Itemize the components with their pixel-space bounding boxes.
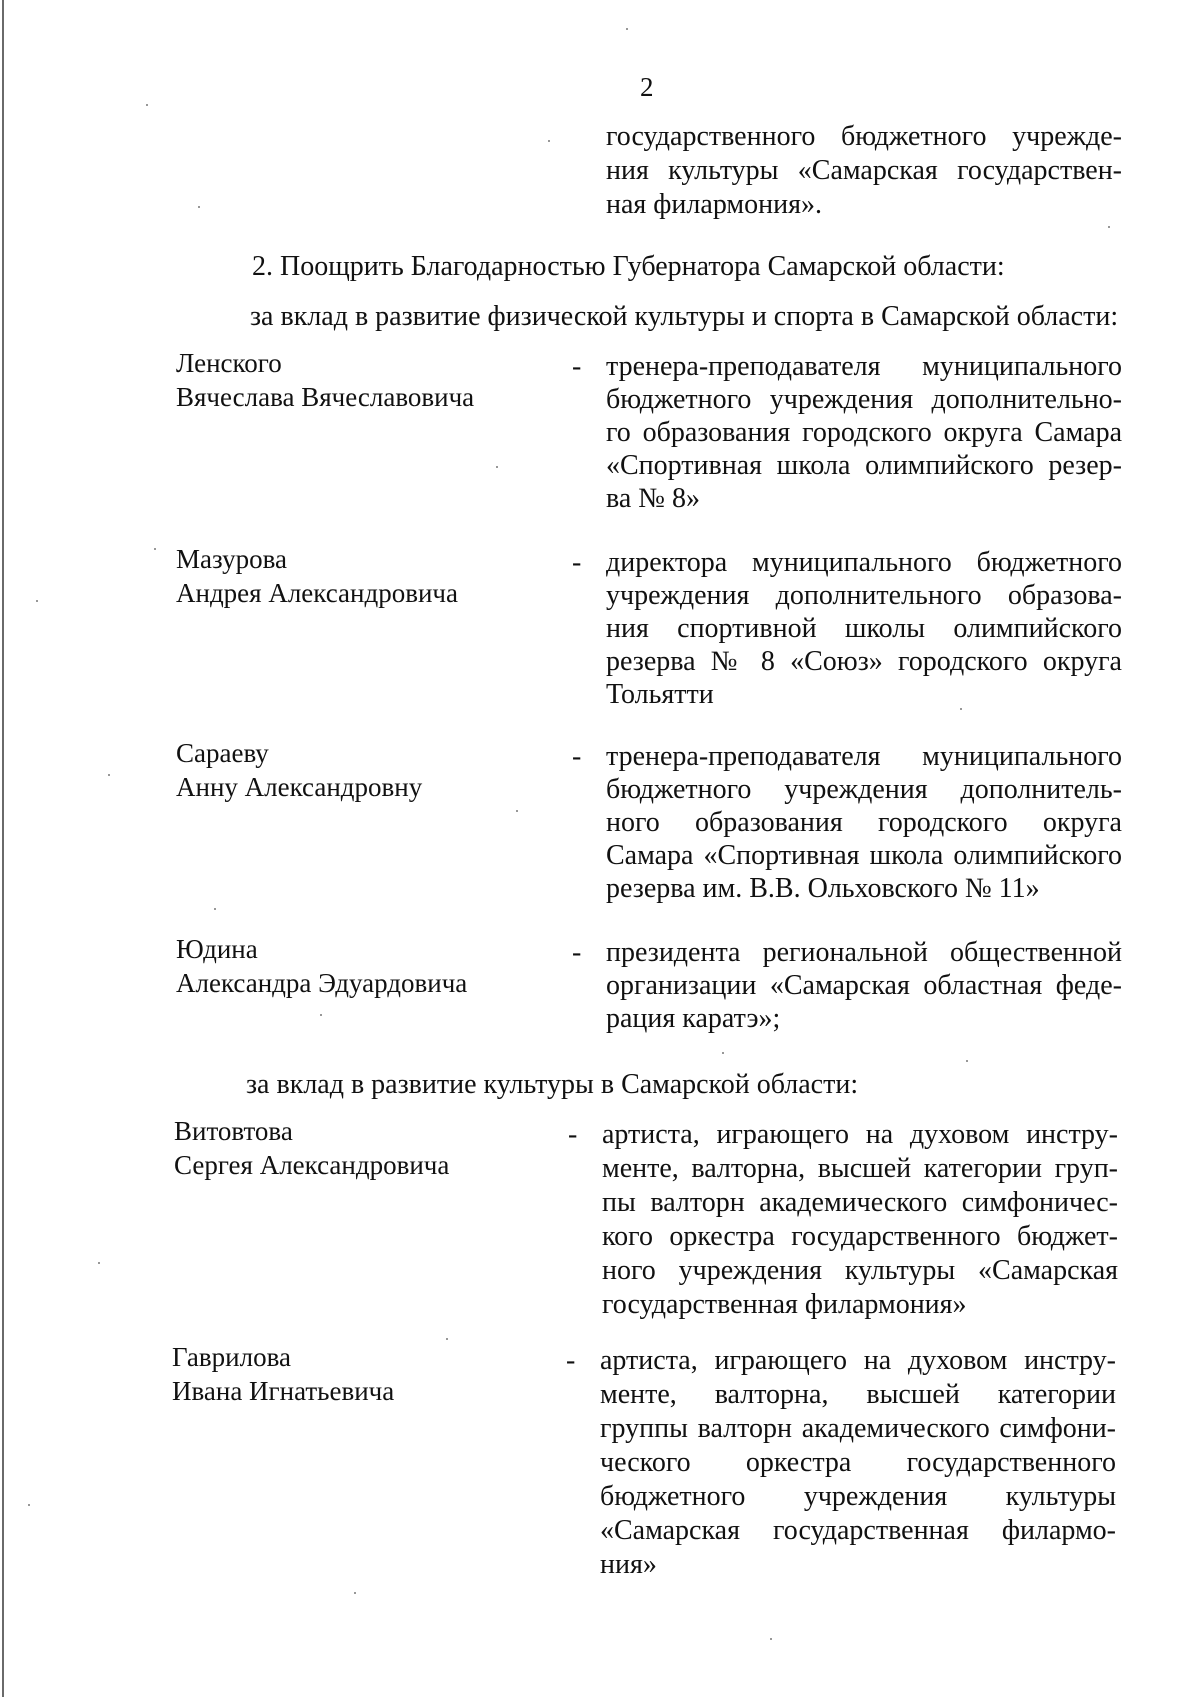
- scan-speck: [154, 548, 156, 550]
- person-given-names: Александра Эдуардовича: [176, 968, 468, 998]
- entry-dash: -: [572, 547, 582, 578]
- person-given-names: Андрея Александровича: [176, 578, 458, 608]
- person-position: тренера-преподавателя муниципального бюджетного учреждения дополнительно-го образования городского округа Самара «Спортивная школа олимпийского резер-ва № 8»: [606, 351, 1122, 514]
- entry-dash: -: [566, 1345, 576, 1376]
- person-surname: Витовтова: [174, 1116, 293, 1146]
- section-heading-culture: за вклад в развитие культуры в Самарской области:: [246, 1069, 859, 1100]
- page-number: 2: [640, 72, 654, 102]
- person-position: директора муниципального бюджетного учреждения дополнительного образова-ния спортивной школы олимпийского резерва № 8 «Союз» городского округа Тольятти: [606, 547, 1122, 710]
- scan-speck: [496, 466, 498, 468]
- person-position: тренера-преподавателя муниципального бюджетного учреждения дополнитель-ного образования городского округа Самара «Спортивная школа олимпийского резерва им. В.В. Ольховского № 11»: [606, 741, 1122, 904]
- person-surname: Сараеву: [176, 738, 269, 768]
- scan-speck: [1108, 226, 1110, 228]
- scan-speck: [548, 140, 550, 142]
- person-surname: Гаврилова: [172, 1342, 291, 1372]
- scan-speck: [36, 600, 38, 602]
- scan-speck: [354, 1592, 356, 1594]
- person-surname: Ленского: [176, 348, 282, 378]
- scan-speck: [214, 908, 216, 910]
- person-given-names: Ивана Игнатьевича: [172, 1376, 395, 1406]
- person-given-names: Сергея Александровича: [174, 1150, 450, 1180]
- person-position: артиста, играющего на духовом инстру-менте, валторна, высшей категории группы валторн академического симфони-ческого оркестра государственного бюджетного учреждения культуры «Самарская государственная филармо-ния»: [600, 1345, 1116, 1580]
- scan-speck: [516, 810, 518, 812]
- scan-speck: [320, 1014, 322, 1016]
- scan-speck: [108, 774, 110, 776]
- person-position: артиста, играющего на духовом инстру-менте, валторна, высшей категории груп-пы валторн академического симфоничес-кого оркестра государственного бюджет-ного учреждения культуры «Самарская государственная филармония»: [602, 1119, 1118, 1320]
- scan-speck: [446, 1338, 448, 1340]
- scan-speck: [770, 1638, 772, 1640]
- scan-speck: [146, 104, 148, 106]
- entry-dash: -: [572, 741, 582, 772]
- person-surname: Мазурова: [176, 544, 287, 574]
- continuation-text: государственного бюджетного учрежде-ния культуры «Самарская государствен-ная филармония».: [606, 121, 1122, 220]
- scan-speck: [722, 1052, 724, 1054]
- person-given-names: Анну Александровну: [176, 772, 423, 802]
- section-heading-sport: за вклад в развитие физической культуры и спорта в Самарской области:: [250, 301, 1119, 332]
- entry-dash: -: [572, 351, 582, 382]
- person-surname: Юдина: [176, 934, 258, 964]
- entry-dash: -: [568, 1119, 578, 1150]
- scan-speck: [966, 1060, 968, 1062]
- scan-speck: [198, 206, 200, 208]
- person-position: президента региональной общественной организации «Самарская областная феде-рация каратэ»;: [606, 937, 1122, 1034]
- entry-dash: -: [572, 937, 582, 968]
- decree-item-2: 2. Поощрить Благодарностью Губернатора Самарской области:: [252, 251, 1005, 282]
- scan-speck: [28, 1504, 30, 1506]
- scan-speck: [98, 1262, 100, 1264]
- scan-speck: [626, 28, 628, 30]
- scan-edge-line: [2, 0, 4, 1697]
- person-given-names: Вячеслава Вячеславовича: [176, 382, 475, 412]
